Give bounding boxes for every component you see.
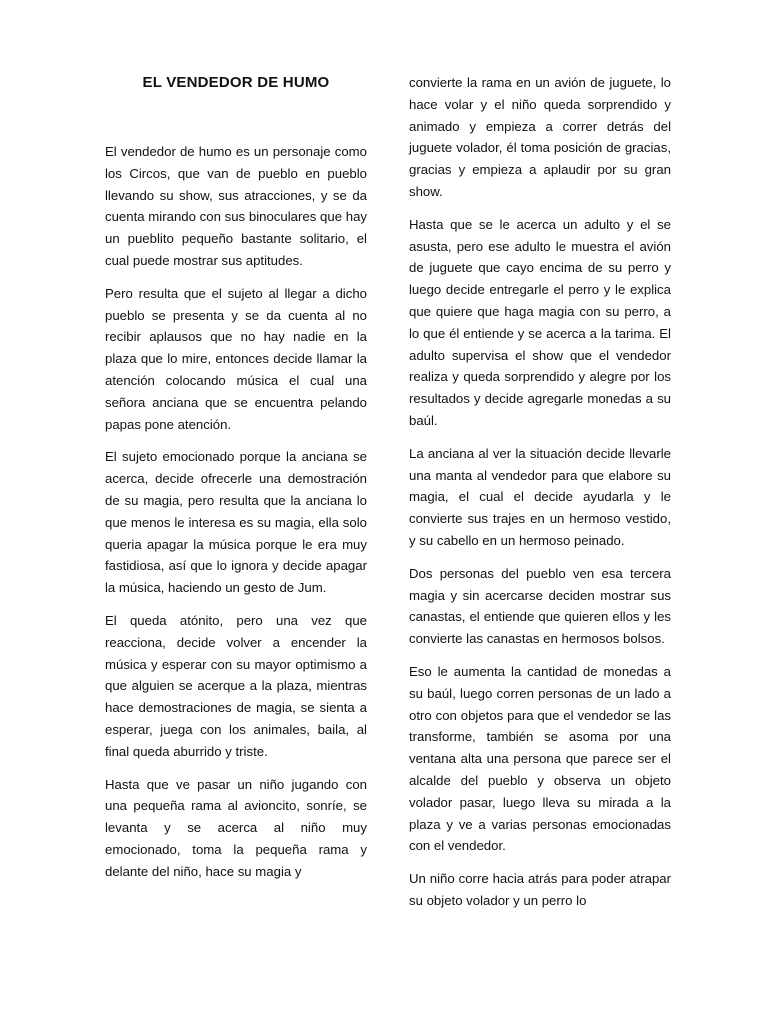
- document-title: EL VENDEDOR DE HUMO: [142, 74, 330, 91]
- paragraph: Dos personas del pueblo ven esa tercera magia y sin acercarse deciden mostrar sus canastas, el entiende que quieren ellos y les convierte las canastas en hermosos bolsos.: [409, 565, 671, 647]
- paragraph: El sujeto emocionado porque la anciana se acerca, decide ofrecerle una demostración de su magia, pero resulta que la anciana lo que menos le interesa es su magia, ella solo queria apagar la música porque le era muy fastidiosa, así que lo ignora y decide apagar la música, haciendo un gesto de Jum.: [105, 449, 367, 596]
- paragraph: Eso le aumenta la cantidad de monedas a su baúl, luego corren personas de un lado a otro con objetos para que el vendedor se las transforme, también se asoma por una ventana alta una persona que parece ser el alcalde del pueblo y observa un objeto volador pasar, luego lleva su mirada a la plaza y ve a varias personas emocionadas con el vendedor.: [409, 663, 671, 854]
- paragraph: convierte la rama en un avión de juguete, lo hace volar y el niño queda sorprendido y animado y empieza a correr detrás del juguete volador, él toma posición de gracias, gracias y empieza a aplaudir por su gran show.: [409, 75, 671, 199]
- paragraph: Pero resulta que el sujeto al llegar a dicho pueblo se presenta y se da cuenta al no recibir aplausos que no hay nadie en la plaza que lo mire, entonces decide llamar la atención colocando música el cual una señora anciana que se encuentra pelando papas pone atención.: [105, 285, 367, 432]
- left-column: [105, 0, 367, 894]
- paragraph: Hasta que ve pasar un niño jugando con una pequeña rama al avioncito, sonríe, se levanta y se acerca al niño muy emocionado, toma la pequeña rama y delante del niño, hace su magia y: [105, 776, 367, 879]
- paragraph: El queda atónito, pero una vez que reacciona, decide volver a encender la música y esperar con su mayor optimismo a que alguien se acerque a la plaza, mientras hace demostraciones de magia, se sienta a esperar, juega con los animales, baila, al final queda aburrido y triste.: [105, 612, 367, 759]
- paragraph: Hasta que se le acerca un adulto y el se asusta, pero ese adulto le muestra el avión de juguete que cayo encima de su perro y luego decide entregarle el perro y le explica que quiere que haga magia con su perro, a lo que él entiende y se acerca a la tarima. El adulto supervisa el show que el vendedor realiza y queda sorprendido y alegre por los resultados y decide agregarle monedas a su baúl.: [409, 216, 671, 428]
- right-column: [409, 0, 671, 923]
- paragraph: El vendedor de humo es un personaje como los Circos, que van de pueblo en pueblo llevando su show, sus atracciones, y se da cuenta mirando con sus binoculares que hay un pueblito pequeño bastante solitario, el cual puede mostrar sus aptitudes.: [105, 144, 367, 268]
- paragraph: La anciana al ver la situación decide llevarle una manta al vendedor para que elabore su magia, el cual el decide ayudarla y le convierte sus trajes en un hermoso vestido, y su cabello en un hermoso peinado.: [409, 445, 671, 548]
- paragraph: Un niño corre hacia atrás para poder atrapar su objeto volador y un perro lo: [409, 871, 671, 908]
